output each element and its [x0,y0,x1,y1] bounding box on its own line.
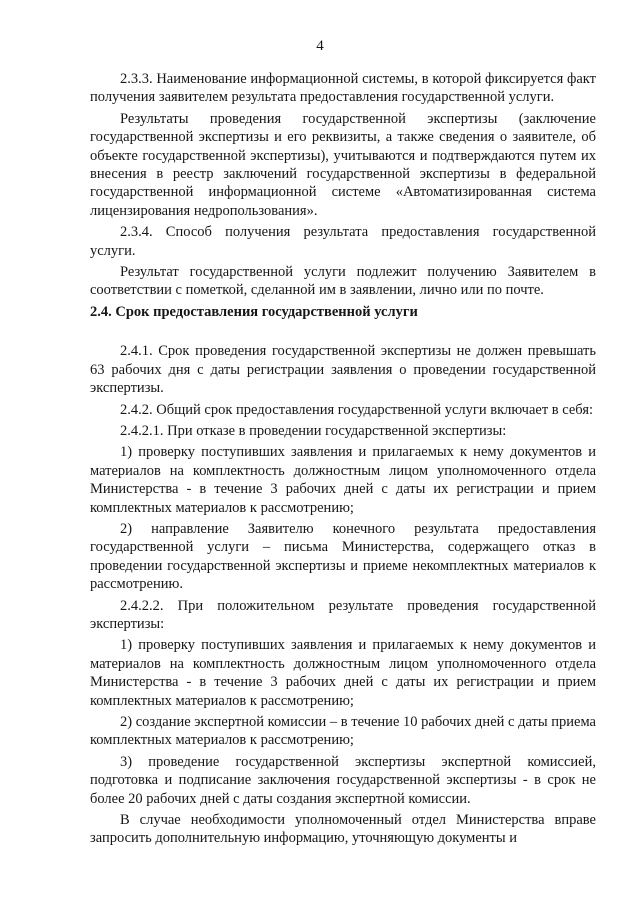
list-item-refusal-1: 1) проверку поступивших заявления и прилагаемых к нему документов и материалов на комплектность должностным лицом уполномоченного отдела Министерства - в течение 3 рабочих дней с даты их регистрации и прием комплектных материалов к рассмотрению; [90,444,596,516]
paragraph-2-3-4: 2.3.4. Способ получения результата предоставления государственной услуги. [90,224,596,259]
paragraph-2-4-2: 2.4.2. Общий срок предоставления государственной услуги включает в себя: [120,401,594,418]
paragraph-2-4-1: 2.4.1. Срок проведения государственной экспертизы не должен превышать 63 рабочих дня с даты регистрации заявления о проведении государственной экспертизы. [90,343,596,397]
section-heading: 2.4. Срок предоставления государственной услуги [90,303,418,320]
list-item-refusal-2: 2) направление Заявителю конечного результата предоставления государственной услуги – письма Министерства, содержащего отказ в проведении государственной экспертизы и приеме некомплектных материалов к рассмотрению. [90,520,596,593]
paragraph-additional-info: В случае необходимости уполномоченный отдел Министерства вправе запросить дополнительную информацию, уточняющую документы и [90,812,596,847]
paragraph-service-result: Результат государственной услуги подлежит получению Заявителем в соответствии с пометкой, сделанной им в заявлении, лично или по почте. [90,264,596,299]
paragraph-2-4-2-2: 2.4.2.2. При положительном результате проведения государственной экспертизы: [90,597,596,632]
paragraph-expertise-results: Результаты проведения государственной экспертизы (заключение государственной экспертизы и его реквизиты, а также сведения о заявителе, об объекте государственной экспертизы), учитываются и подтверждаются путем их внесения в реестр заключений государственной экспертизы в федеральной государственной информационной системе «Автоматизированная система лицензирования недропользования». [90,110,596,219]
list-item-positive-3: 3) проведение государственной экспертизы экспертной комиссией, подготовка и подписание заключения государственной экспертизы - в срок не более 20 рабочих дней с даты создания экспертной комиссии. [90,753,596,807]
document-body [90,70,596,848]
paragraph-2-4-2-1: 2.4.2.1. При отказе в проведении государственной экспертизы: [120,422,507,439]
page-number: 4 [316,38,324,54]
list-item-positive-2: 2) создание экспертной комиссии – в течение 10 рабочих дней с даты приема комплектных материалов к рассмотрению; [90,714,596,749]
paragraph-2-3-3: 2.3.3. Наименование информационной системы, в которой фиксируется факт получения заявителем результата предоставления государственной услуги. [90,71,596,106]
list-item-positive-1: 1) проверку поступивших заявления и прилагаемых к нему документов и материалов на комплектность должностным лицом уполномоченного отдела Министерства - в течение 3 рабочих дней с даты их регистрации и прием комплектных материалов к рассмотрению; [90,637,596,709]
